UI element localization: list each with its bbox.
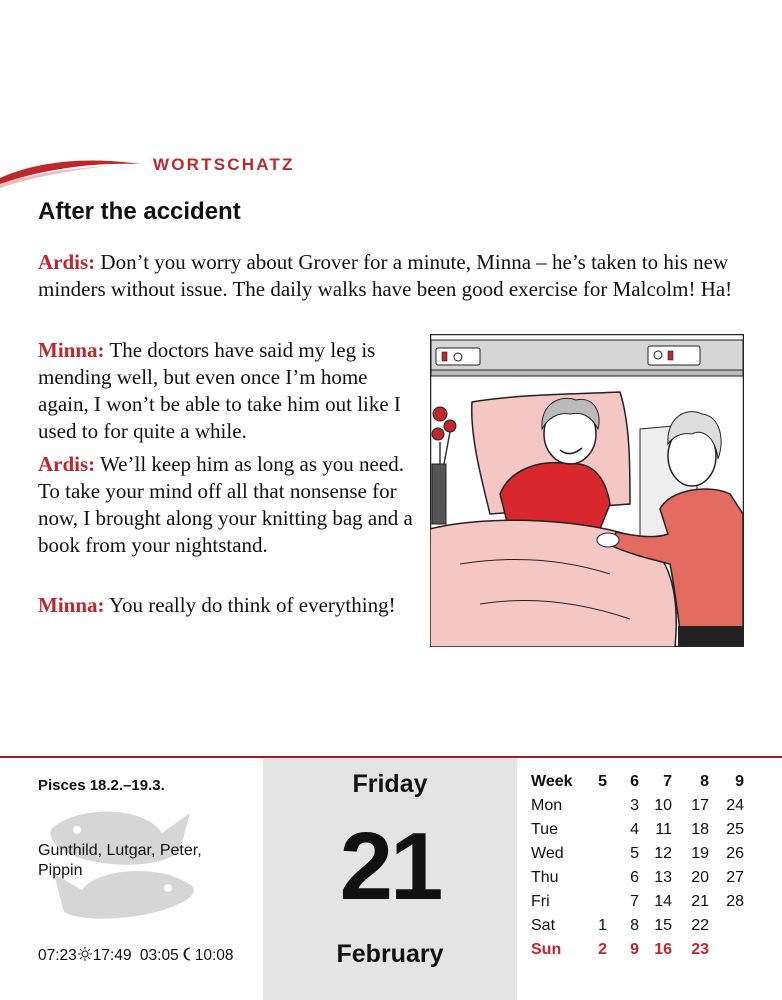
calendar-date: 4 [630, 821, 639, 838]
calendar-date: 17 [691, 797, 709, 814]
sun-moon-times [38, 947, 234, 965]
calendar-date: 9 [630, 941, 639, 958]
name-days: Gunthild, Lutgar, Peter, Pippin [38, 842, 202, 879]
weekday-label: Fri [531, 893, 550, 910]
calendar-date: 19 [691, 845, 709, 862]
swoosh-decoration [0, 148, 140, 188]
dialogue-paragraph [38, 592, 418, 619]
calendar-date: 28 [726, 893, 744, 910]
dialogue-text: You really do think of everything! [104, 593, 396, 617]
dialogue-text: We’ll keep him as long as you need. To take your mind off all that nonsense for now, I brought along your knitting bag and a book from your nightstand. [38, 452, 413, 557]
section-label: WORTSCHATZ [153, 155, 295, 174]
speaker-name: Minna: [38, 593, 105, 617]
crescent-moon-icon [181, 947, 193, 961]
calendar-date: 26 [726, 845, 744, 862]
day-number: 21 [339, 813, 441, 920]
weekday-label: Wed [531, 845, 564, 862]
calendar-date: 8 [630, 917, 639, 934]
calendar-date: 11 [655, 821, 672, 838]
speaker-name: Minna: [38, 338, 105, 362]
speaker-name: Ardis: [38, 452, 96, 476]
calendar-date: 3 [630, 797, 639, 814]
moonrise-time: 03:05 [139, 947, 179, 964]
calendar-date: 23 [691, 941, 709, 958]
speaker-name: Ardis: [38, 250, 96, 274]
calendar-row [531, 941, 756, 965]
week-number: 8 [700, 773, 709, 790]
week-number: 5 [598, 773, 607, 790]
week-number: 9 [735, 773, 744, 790]
calendar-date: 14 [654, 893, 672, 910]
calendar-date: 13 [654, 869, 672, 886]
dialogue-text: Don’t you worry about Grover for a minute, Minna – he’s taken to his new minders without issue. The daily walks have been good exercise for Malcolm! Ha! [38, 250, 733, 301]
weekday-label: Tue [531, 821, 558, 838]
calendar-date: 7 [630, 893, 639, 910]
calendar-date: 21 [691, 893, 709, 910]
calendar-date: 12 [654, 845, 672, 862]
zodiac-period: Pisces 18.2.–19.3. [38, 777, 165, 794]
calendar-date: 22 [691, 917, 709, 934]
month-label: February [336, 940, 444, 968]
calendar-date: 24 [726, 797, 744, 814]
calendar-date: 25 [726, 821, 744, 838]
sunrise-time: 07:23 [38, 947, 77, 964]
hospital-illustration [430, 334, 744, 647]
week-number: 6 [630, 773, 639, 790]
calendar-row [531, 869, 756, 893]
dialogue-paragraph [38, 337, 418, 445]
calendar-date: 2 [598, 941, 607, 958]
calendar-row [531, 917, 756, 941]
sunset-time: 17:49 [92, 947, 132, 964]
calendar-date: 6 [630, 869, 639, 886]
page-title: After the accident [38, 198, 241, 225]
calendar-date: 10 [654, 797, 672, 814]
calendar-date: 1 [598, 917, 607, 934]
weekday-label: Friday [352, 770, 428, 798]
weekday-label: Sat [531, 917, 556, 934]
moonset-time: 10:08 [194, 947, 234, 964]
calendar-row [531, 797, 756, 821]
dialogue-paragraph [38, 451, 418, 559]
calendar-row [531, 845, 756, 869]
calendar-date: 16 [654, 941, 672, 958]
calendar-date: 5 [630, 845, 639, 862]
weekday-label: Sun [531, 941, 562, 958]
calendar-date: 20 [691, 869, 709, 886]
dialogue-paragraph [38, 249, 758, 303]
calendar-date: 27 [726, 869, 744, 886]
week-number: 7 [663, 773, 672, 790]
dialogue-text: The doctors have said my leg is mending well, but even once I’m home again, I won’t be able to take him out like I used to for quite a while. [38, 338, 401, 443]
calendar-row [531, 821, 756, 845]
sun-icon [78, 947, 92, 961]
calendar-header-row [531, 773, 756, 797]
weekday-label: Mon [531, 797, 563, 814]
week-label: Week [531, 773, 573, 790]
weekday-label: Thu [531, 869, 559, 886]
calendar-date: 15 [654, 917, 672, 934]
calendar-row [531, 893, 756, 917]
calendar-date: 18 [691, 821, 709, 838]
